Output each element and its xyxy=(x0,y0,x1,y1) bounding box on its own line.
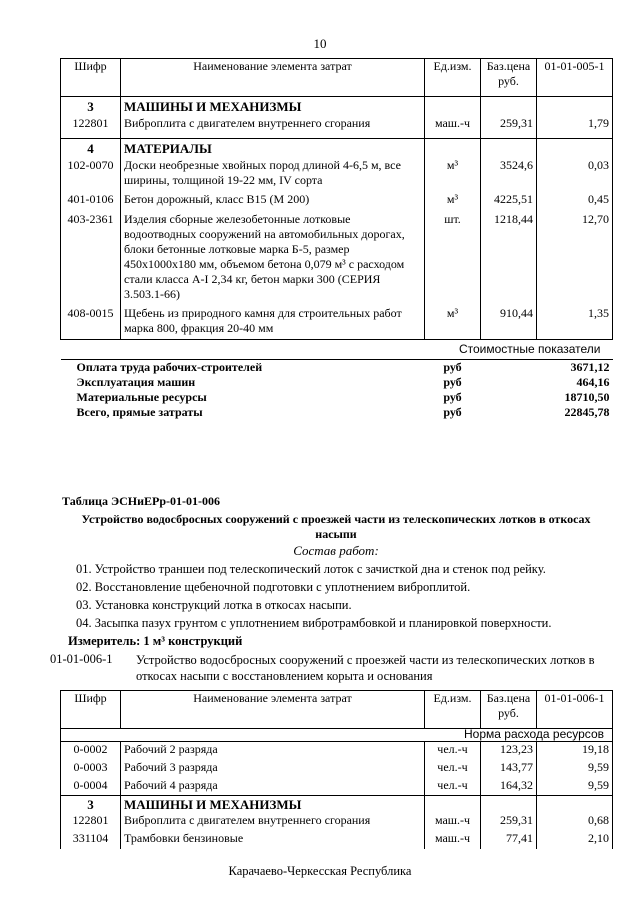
table-row xyxy=(61,760,613,778)
cell-unit: чел.-ч xyxy=(425,760,481,778)
norm-description: Устройство водосбросных сооружений с проезжей части из телескопических лотков в откосах насыпи с восстановлением корыта и основания xyxy=(136,653,595,683)
work-item: 01. Устройство траншеи под телескопический лоток с зачисткой дна и стенок под рейку. xyxy=(76,562,546,576)
cell-name: Виброплита с двигателем внутреннего сгорания xyxy=(121,116,425,138)
cell-price: 259,31 xyxy=(481,813,537,831)
summary-label: Оплата труда рабочих-строителей xyxy=(76,360,263,374)
cell-code: 0-0003 xyxy=(61,760,121,778)
composition-label: Состав работ: xyxy=(293,543,379,558)
cell-code: 401-0106 xyxy=(61,192,121,212)
cell-name: Изделия сборные железобетонные лотковые водоотводных сооружений на автомобильных дорогах, блоки бетонные лотковые марка Б-5, размер 450х1000х180 мм, объемом бетона 0,079 м³ с расходом стали класса А-I 2,34 кг, бетон марки 300 (СЕРИЯ 3.503.1-66) xyxy=(121,212,425,306)
cell-name: Трамбовки бензиновые xyxy=(121,831,425,849)
cell-code: 122801 xyxy=(61,813,121,831)
cell-name: Рабочий 4 разряда xyxy=(121,778,425,796)
summary-label: Всего, прямые затраты xyxy=(76,405,203,419)
cell-qty: 1,35 xyxy=(537,306,613,340)
summary-label: Эксплуатация машин xyxy=(76,375,196,389)
table-row xyxy=(61,831,613,849)
cost-indicators-row xyxy=(61,340,613,360)
cell-qty: 9,59 xyxy=(537,778,613,796)
work-item: 04. Засыпка пазух грунтом с уплотнением вибротрамбовкой и планировкой поверхности. xyxy=(76,616,552,630)
summary-unit: руб xyxy=(443,375,462,389)
cell-unit: м³ xyxy=(425,192,481,212)
header-name: Наименование элемента затрат xyxy=(121,691,425,729)
table-header xyxy=(61,59,613,97)
norm-code: 01-01-006-1 xyxy=(50,652,113,666)
work-item: 02. Восстановление щебеночной подготовки с уплотнением виброплитой. xyxy=(76,580,471,594)
cost-table-1 xyxy=(60,58,613,420)
cell-qty: 0,03 xyxy=(537,158,613,192)
summary-label: Материальные ресурсы xyxy=(76,390,207,404)
table-title: Устройство водосбросных сооружений с проезжей части из телескопических лотков в откосах насыпи xyxy=(81,512,591,541)
cell-qty: 0,45 xyxy=(537,192,613,212)
cell-unit: маш.-ч xyxy=(425,831,481,849)
summary-unit: руб xyxy=(443,360,462,374)
table-row xyxy=(61,116,613,138)
table-row xyxy=(61,212,613,306)
header-price: Баз.цена руб. xyxy=(481,691,537,729)
cell-qty: 1,79 xyxy=(537,116,613,138)
section-title: МАШИНЫ И МЕХАНИЗМЫ xyxy=(121,796,425,814)
summary-unit: руб xyxy=(443,390,462,404)
cell-price: 910,44 xyxy=(481,306,537,340)
table-header xyxy=(61,691,613,729)
cell-qty: 0,68 xyxy=(537,813,613,831)
cell-name: Виброплита с двигателем внутреннего сгорания xyxy=(121,813,425,831)
cell-code: 0-0004 xyxy=(61,778,121,796)
cell-price: 123,23 xyxy=(481,742,537,760)
cell-qty: 2,10 xyxy=(537,831,613,849)
cell-unit: чел.-ч xyxy=(425,742,481,760)
cell-unit: маш.-ч xyxy=(425,116,481,138)
summary-unit: руб xyxy=(443,405,462,419)
section-num: 4 xyxy=(61,138,121,158)
cell-price: 3524,6 xyxy=(481,158,537,192)
cell-name: Рабочий 3 разряда xyxy=(121,760,425,778)
summary-value: 22845,78 xyxy=(564,405,610,419)
cell-name: Бетон дорожный, класс В15 (М 200) xyxy=(121,192,425,212)
header-unit: Ед.изм. xyxy=(425,691,481,729)
table-row xyxy=(61,306,613,340)
table-row xyxy=(61,158,613,192)
cell-unit: маш.-ч xyxy=(425,813,481,831)
summary-row xyxy=(61,375,613,390)
summary-value: 3671,12 xyxy=(570,360,610,374)
cell-code: 0-0002 xyxy=(61,742,121,760)
section-title: МАТЕРИАЛЫ xyxy=(121,138,425,158)
cost-table-2 xyxy=(60,690,613,849)
cell-unit: шт. xyxy=(425,212,481,306)
header-unit: Ед.изм. xyxy=(425,59,481,97)
cell-name: Доски необрезные хвойных пород длиной 4-6,5 м, все ширины, толщиной 19-22 мм, IV сорта xyxy=(121,158,425,192)
cell-code: 102-0070 xyxy=(61,158,121,192)
header-norm: 01-01-006-1 xyxy=(537,691,613,729)
section-num: 3 xyxy=(61,97,121,117)
header-name: Наименование элемента затрат xyxy=(121,59,425,97)
cell-price: 4225,51 xyxy=(481,192,537,212)
cost-indicators-label: Стоимостные показатели xyxy=(61,340,613,360)
cell-price: 1218,44 xyxy=(481,212,537,306)
footer-region: Карачаево-Черкесская Республика xyxy=(228,864,412,878)
cell-qty: 9,59 xyxy=(537,760,613,778)
meter: Измеритель: 1 м³ конструкций xyxy=(68,634,243,648)
cell-name: Щебень из природного камня для строительных работ марка 800, фракция 20-40 мм xyxy=(121,306,425,340)
page-number: 10 xyxy=(313,36,327,51)
cell-price: 77,41 xyxy=(481,831,537,849)
table-id: Таблица ЭСНиЕРр-01-01-006 xyxy=(62,494,221,508)
cell-qty: 19,18 xyxy=(537,742,613,760)
norm-label: Норма расхода ресурсов xyxy=(61,729,613,742)
cell-unit: м³ xyxy=(425,158,481,192)
summary-row xyxy=(61,390,613,405)
cell-name: Рабочий 2 разряда xyxy=(121,742,425,760)
cell-qty: 12,70 xyxy=(537,212,613,306)
header-norm: 01-01-005-1 xyxy=(537,59,613,97)
table-row xyxy=(61,742,613,760)
cell-price: 259,31 xyxy=(481,116,537,138)
work-item: 03. Установка конструкций лотка в откосах насыпи. xyxy=(76,598,352,612)
cell-code: 408-0015 xyxy=(61,306,121,340)
cell-code: 122801 xyxy=(61,116,121,138)
cell-unit: м³ xyxy=(425,306,481,340)
cell-unit: чел.-ч xyxy=(425,778,481,796)
table-row xyxy=(61,778,613,796)
cell-code: 331104 xyxy=(61,831,121,849)
section-num: 3 xyxy=(61,796,121,814)
cell-price: 164,32 xyxy=(481,778,537,796)
section-row xyxy=(61,138,613,158)
section-title: МАШИНЫ И МЕХАНИЗМЫ xyxy=(121,97,425,117)
header-price: Баз.цена руб. xyxy=(481,59,537,97)
header-code: Шифр xyxy=(61,691,121,729)
summary-row xyxy=(61,360,613,376)
section-row xyxy=(61,796,613,814)
norm-label-row xyxy=(61,729,613,742)
summary-value: 464,16 xyxy=(576,375,610,389)
table-row xyxy=(61,192,613,212)
cell-price: 143,77 xyxy=(481,760,537,778)
section-row xyxy=(61,97,613,117)
summary-row xyxy=(61,405,613,420)
header-code: Шифр xyxy=(61,59,121,97)
table-row xyxy=(61,813,613,831)
summary-value: 18710,50 xyxy=(564,390,610,404)
cell-code: 403-2361 xyxy=(61,212,121,306)
